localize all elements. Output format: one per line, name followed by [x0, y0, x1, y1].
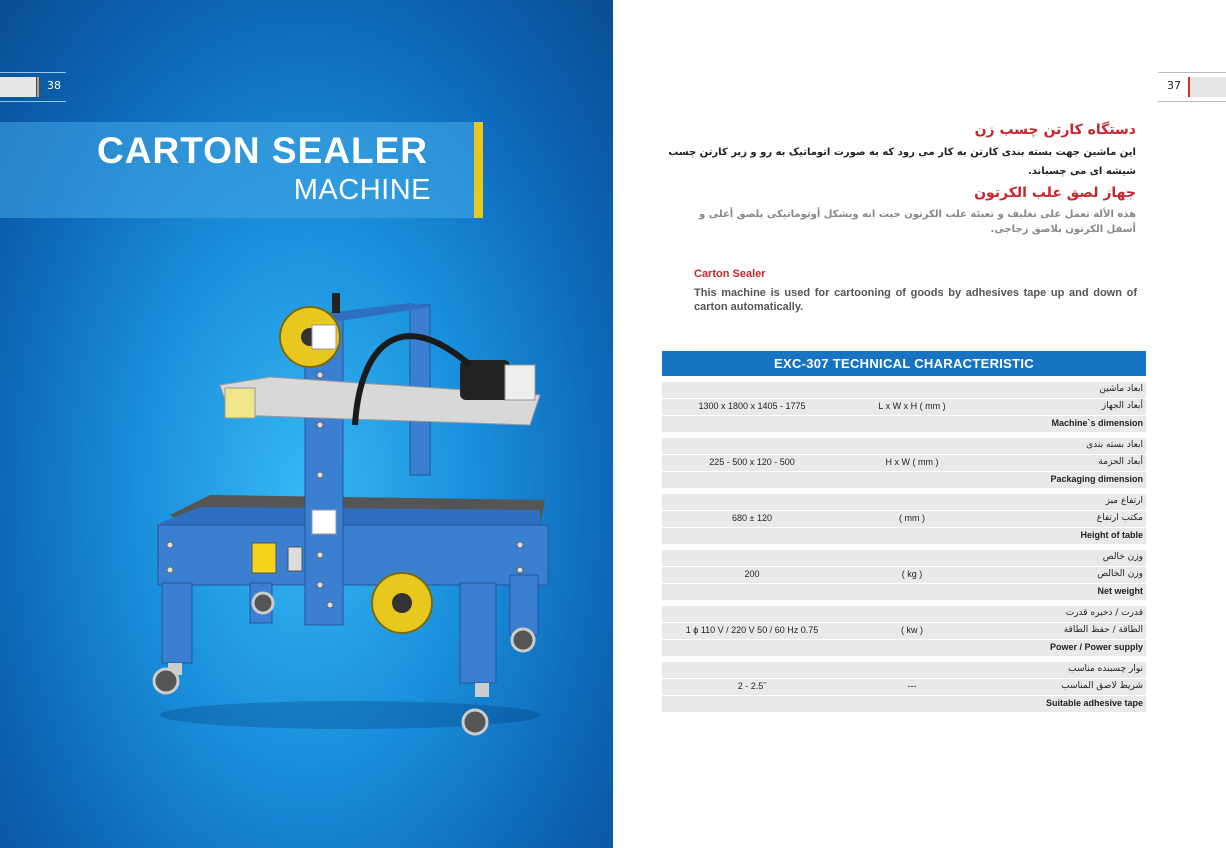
row-label-persian: نوار چسبنده مناسب	[1068, 664, 1143, 674]
table-row	[662, 606, 1146, 656]
table-row	[662, 382, 1146, 432]
persian-description: این ماشین جهت بسته بندی کارتن به کار می رود که به صورت اتوماتیک به رو و زیر کارتن چسب شیشه ای می چسباند.	[668, 147, 1136, 177]
row-label-english: Height of table	[1080, 530, 1143, 540]
row-unit: ( kw )	[901, 625, 923, 635]
row-label-persian: ابعاد بسته بندی	[1086, 440, 1143, 450]
table-header: EXC-307 TECHNICAL CHARACTERISTIC	[662, 351, 1146, 376]
page-title-line2: MACHINE	[293, 174, 431, 206]
table-row	[662, 438, 1146, 488]
title-accent-bar	[474, 122, 483, 218]
row-label-arabic: أبعاد الحزمة	[1098, 457, 1143, 467]
page-number-tab-right	[1158, 72, 1226, 102]
english-heading: Carton Sealer	[694, 268, 766, 280]
row-label-persian: قدرت / ذخیره قدرت	[1065, 608, 1143, 618]
row-label-english: Packaging dimension	[1050, 474, 1143, 484]
tab-accent-bar	[37, 77, 39, 97]
page-number: 37	[1167, 79, 1181, 92]
table-row	[662, 662, 1146, 712]
page-number: 38	[47, 79, 61, 92]
row-value: 1 ϕ 110 V / 220 V 50 / 60 Hz 0.75	[685, 625, 819, 635]
row-label-persian: ارتفاع میز	[1105, 496, 1143, 506]
row-value: 680 ± 120	[732, 513, 772, 523]
row-unit: L x W x H ( mm )	[878, 401, 946, 411]
technical-characteristic-table	[662, 351, 1146, 713]
row-label-arabic: وزن الخالص	[1097, 569, 1143, 579]
row-label-english: Suitable adhesive tape	[1045, 698, 1143, 708]
row-label-arabic: الطاقة / حفظ الطاقة	[1063, 625, 1143, 635]
row-label-arabic: شریط لاصق المناسب	[1061, 681, 1143, 691]
table-row	[662, 550, 1146, 600]
row-label-persian: ابعاد ماشین	[1099, 384, 1143, 394]
row-value: 2 - 2.5˝	[737, 681, 767, 691]
row-value: 200	[744, 569, 760, 579]
row-label-english: Power / Power supply	[1049, 642, 1143, 652]
english-description: This machine is used for cartooning of goods by adhesives tape up and down of carton automatically.	[694, 287, 1137, 313]
row-label-persian: وزن خالص	[1102, 552, 1143, 562]
row-unit: ( kg )	[901, 569, 923, 579]
page-number-tab-left	[0, 72, 66, 102]
row-unit: H x W ( mm )	[885, 457, 939, 467]
arabic-heading: جهاز لصق علب الکرتون	[974, 185, 1136, 201]
row-value: 1300 x 1800 x 1405 - 1775	[698, 401, 806, 411]
row-unit: ( mm )	[899, 513, 925, 523]
row-value: 225 - 500 x 120 - 500	[709, 457, 795, 467]
tab-gray-block	[1190, 77, 1226, 97]
row-label-arabic: أبعاد الجهاز	[1101, 401, 1143, 411]
arabic-description: هذه الألة تعمل علی تغلیف و تعبئة علب الکرتون حیث انه وبشکل أوتوماتیکی یلصق أعلی و أسفل الکرتون بلاصق زجاجی.	[699, 209, 1136, 235]
persian-heading: دستگاه کارتن چسب زن	[974, 122, 1136, 138]
carton-sealer-machine-illustration	[140, 285, 560, 745]
table-row	[662, 494, 1146, 544]
row-label-english: Net weight	[1097, 586, 1143, 596]
row-label-arabic: مکتب ارتفاع	[1096, 513, 1143, 523]
row-unit: ---	[907, 681, 917, 691]
tab-gray-block	[0, 77, 36, 97]
page-title-line1: CARTON SEALER	[97, 130, 428, 171]
row-label-english: Machine`s dimension	[1051, 418, 1143, 428]
